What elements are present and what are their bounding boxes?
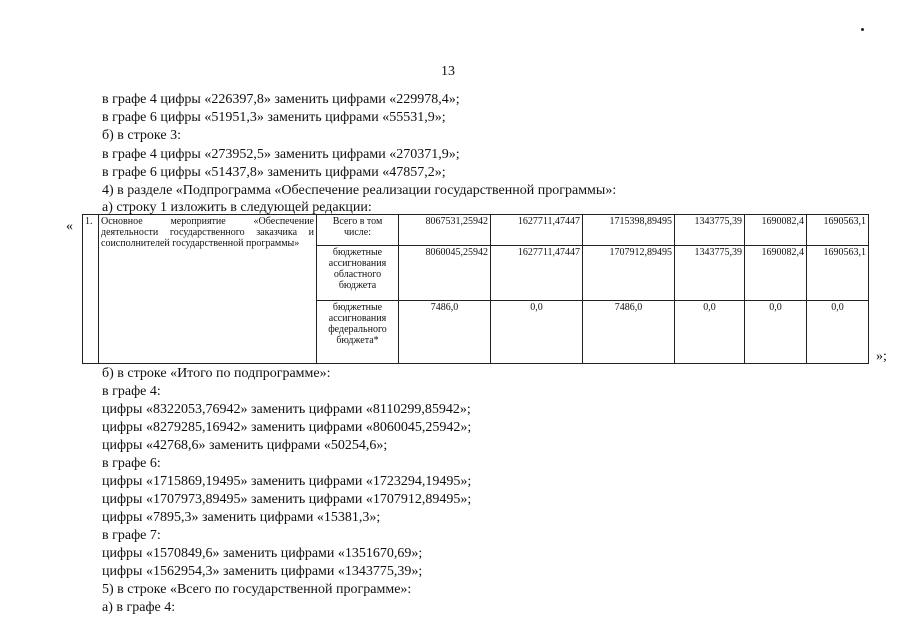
text-line: б) в строке «Итого по подпрограмме»: (102, 366, 331, 381)
table-cell: 1715398,89495 (583, 215, 675, 246)
text-line: цифры «8279285,16942» заменить цифрами «8060045,25942»; (102, 420, 472, 435)
row-number: 1. (83, 215, 99, 364)
row-label: Всего в том числе: (317, 215, 399, 246)
quote-open: « (66, 219, 73, 234)
table-cell: 1690082,4 (745, 215, 807, 246)
text-line: 4) в разделе «Подпрограмма «Обеспечение реализации государственной программы»: (102, 183, 617, 198)
text-line: а) в графе 4: (102, 600, 176, 615)
text-line: в графе 4 цифры «226397,8» заменить цифрами «229978,4»; (102, 92, 460, 107)
text-line: цифры «7895,3» заменить цифрами «15381,3»; (102, 510, 381, 525)
row-label: бюджетные ассигнования областного бюджета (317, 246, 399, 301)
table-cell: 1690563,1 (807, 246, 869, 301)
quote-close: »; (876, 349, 887, 364)
text-line: а) строку 1 изложить в следующей редакции: (102, 200, 372, 215)
text-line: б) в строке 3: (102, 128, 181, 143)
table-cell: 7486,0 (399, 301, 491, 364)
table-row (83, 215, 869, 246)
page-number: 13 (441, 64, 455, 79)
text-line: 5) в строке «Всего по государственной программе»: (102, 582, 412, 597)
text-line: цифры «1562954,3» заменить цифрами «1343775,39»; (102, 564, 423, 579)
row-label: бюджетные ассигнования федерального бюджета* (317, 301, 399, 364)
table-cell: 1690082,4 (745, 246, 807, 301)
table-cell: 1627711,47447 (491, 246, 583, 301)
table-cell: 7486,0 (583, 301, 675, 364)
table-cell: 1707912,89495 (583, 246, 675, 301)
table-cell: 0,0 (745, 301, 807, 364)
table-cell: 1690563,1 (807, 215, 869, 246)
text-line: в графе 7: (102, 528, 161, 543)
scan-speck (861, 28, 864, 31)
text-line: цифры «1707973,89495» заменить цифрами «1707912,89495»; (102, 492, 472, 507)
table-cell: 8060045,25942 (399, 246, 491, 301)
text-line: цифры «8322053,76942» заменить цифрами «8110299,85942»; (102, 402, 471, 417)
text-line: в графе 4 цифры «273952,5» заменить цифрами «270371,9»; (102, 147, 460, 162)
table-cell: 8067531,25942 (399, 215, 491, 246)
text-line: в графе 6 цифры «51437,8» заменить цифрами «47857,2»; (102, 165, 446, 180)
text-line: в графе 6 цифры «51951,3» заменить цифрами «55531,9»; (102, 110, 446, 125)
row-description: Основное мероприятие «Обеспечение деятельности государственного заказчика и соисполнителей государственной программы» (99, 215, 317, 364)
table-cell: 0,0 (675, 301, 745, 364)
table-cell: 0,0 (807, 301, 869, 364)
text-line: цифры «1570849,6» заменить цифрами «1351670,69»; (102, 546, 423, 561)
program-table (82, 214, 869, 364)
text-line: в графе 4: (102, 384, 161, 399)
table-cell: 1343775,39 (675, 246, 745, 301)
table-cell: 1627711,47447 (491, 215, 583, 246)
table-cell: 0,0 (491, 301, 583, 364)
text-line: цифры «42768,6» заменить цифрами «50254,6»; (102, 438, 388, 453)
table-cell: 1343775,39 (675, 215, 745, 246)
text-line: в графе 6: (102, 456, 161, 471)
text-line: цифры «1715869,19495» заменить цифрами «1723294,19495»; (102, 474, 472, 489)
